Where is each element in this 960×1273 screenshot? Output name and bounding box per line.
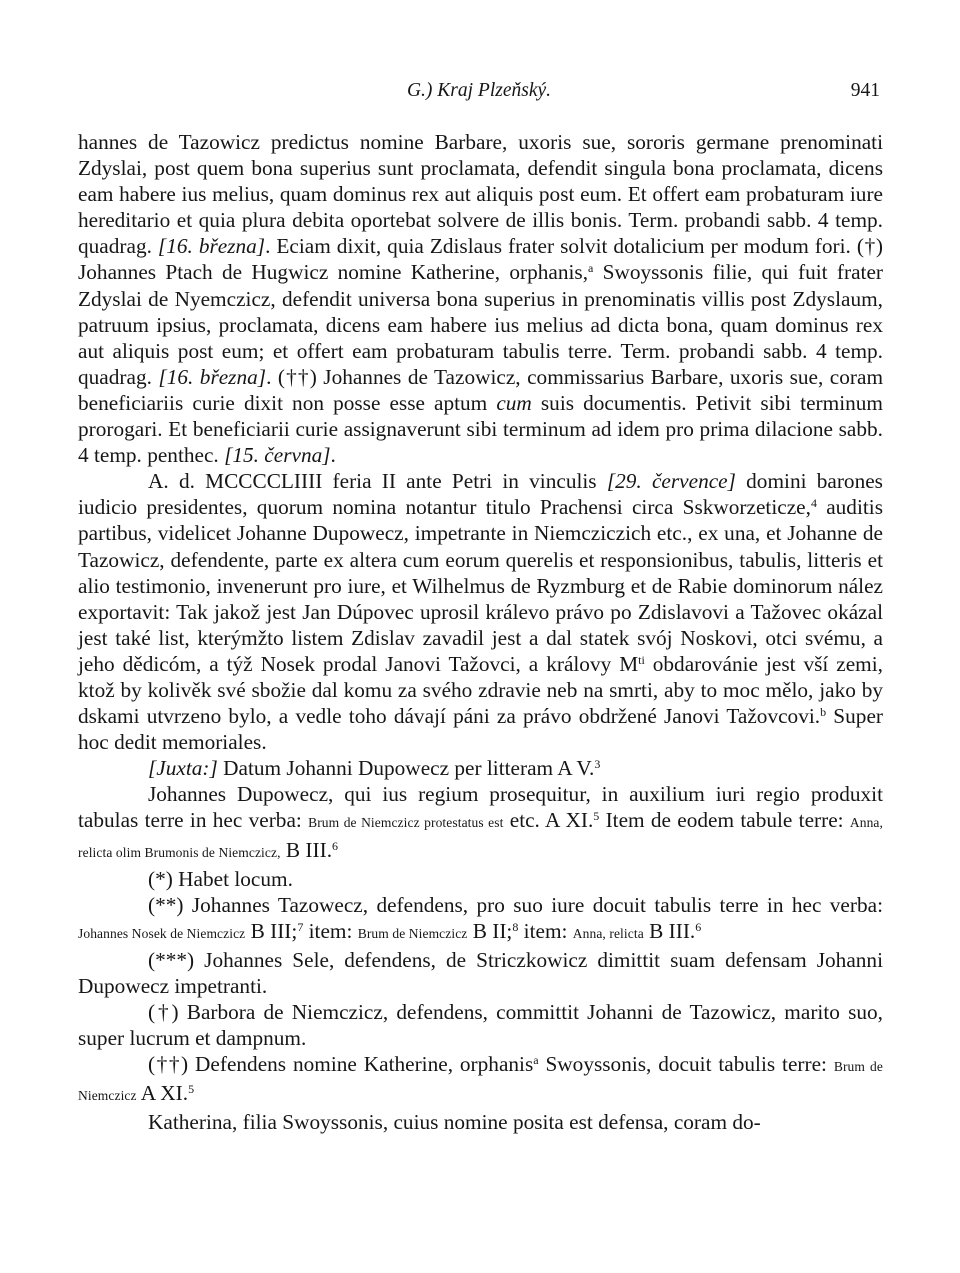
paragraph-10 <box>78 1109 883 1135</box>
paragraph-7 <box>78 947 883 999</box>
text-run: B III. <box>280 837 333 862</box>
quoted-entry: Anna, relicta olim Brumonis de Niemczicz, <box>78 815 883 860</box>
paragraph-5 <box>78 866 883 892</box>
superscript-abbrev: ti <box>638 652 645 667</box>
text-run: Swoyssonis filie, qui fuit frater Zdyslai de Nyemczicz, defendit universa bona superius in prenominatis villis post Zdyslaum, patruum ipsius, proclamata, dicens eam habere ius melius ad dicta bona, quam dominus rex aut aliquis post eum; et offert eam probaturam tabulis terre. Term. probandi sabb. 4 temp. quadrag. <box>78 260 883 389</box>
text-run: Swoyssonis, docuit tabulis terre: <box>538 1052 834 1077</box>
paragraph-2 <box>78 468 883 755</box>
text-run: item: <box>518 918 573 943</box>
quoted-entry: Anna, relicta <box>572 925 644 941</box>
text-run: . <box>330 443 336 468</box>
text-run: (††) Defendens nomine Katherine, orphanis <box>148 1052 534 1077</box>
footnote-marker: 7 <box>297 919 304 934</box>
footnote-marker: 6 <box>332 838 339 853</box>
date-annotation: [15. června] <box>224 443 331 468</box>
footnote-marker: a <box>588 261 594 276</box>
text-run: domini barones iudicio presidentes, quorum nomina notantur titulo Prachensi circa Sskworzeticze, <box>78 469 883 520</box>
text-run: auditis partibus, videlicet Johanne Dupowecz, impetrante in Niemcziczich etc., ex una, et Johanne de Tazowicz, defendente, parte ex altera cum eorum querelis et responsionibus, tabulis, litteris et alio testimonio, invenerunt pro iure, et Wilhelmus de Ryzmburg et de Rabie dominorum nález exportavit: Tak jakož jest Jan Dúpovec uprosil králevo právo po Zdislavovi a Tažovec okázal jest také list, kterýmžto listem Zdislav zavadil jest a dal statek svój Noskovi, otci svému, a jeho dědicóm, a týž Nosek prodal Janovi Tažovci, a královy M <box>78 495 883 676</box>
date-annotation: [16. března] <box>157 234 266 259</box>
running-head: G.) Kraj Plzeňský. <box>406 80 552 101</box>
text-run: Datum Johanni Dupowecz per litteram A V. <box>217 756 595 781</box>
footnote-marker: 3 <box>594 757 601 772</box>
document-body <box>78 129 883 1136</box>
text-run: hannes de Tazowicz predictus nomine Barbare, uxoris sue, sororis germane prenominati Zdyslai, post quem bona superius sunt proclamata, defendit singula bona proclamata, dicens eam habere ius melius, quam dominus rex aut aliquis post eum. Et offert eam probaturam iure hereditario et quia plura debita oportebat solvere de illis bonis. Term. probandi sabb. 4 temp. quadrag. <box>78 130 883 259</box>
page-number: 941 <box>850 80 880 101</box>
text-run: . (††) Johannes de Tazowicz, commissarius Barbare, uxoris sue, coram beneficiariis curie dixit non posse esse aptum <box>78 364 884 415</box>
text-run: (†) Barbora de Niemczicz, defendens, committit Johanni de Tazowicz, marito suo, super lucrum et dampnum. <box>78 1000 883 1051</box>
quoted-entry: Brum de Niemczicz <box>357 925 468 941</box>
juxta-annotation: [Juxta:] <box>148 756 218 781</box>
paragraph-3 <box>78 755 883 781</box>
text-run: B III. <box>643 918 696 943</box>
text-run: B II; <box>467 918 513 943</box>
text-run: Item de eodem tabule terre: <box>599 808 850 833</box>
paragraph-9 <box>78 1051 883 1109</box>
footnote-marker: 6 <box>695 919 702 934</box>
text-run: (***) Johannes Sele, defendens, de Striczkowicz dimittit suam defensam Johanni Dupowecz impetranti. <box>78 947 883 998</box>
text-run: Johannes Dupowecz, qui ius regium prosequitur, in auxilium iuri regio produxit tabulas terre in hec verba: <box>78 782 883 833</box>
date-annotation: [16. března] <box>158 364 267 389</box>
footnote-marker: 5 <box>188 1082 195 1097</box>
text-run: etc. A XI. <box>503 808 594 833</box>
text-run: (*) Habet locum. <box>148 866 293 891</box>
italic-word: cum <box>496 390 532 415</box>
footnote-marker: a <box>533 1053 539 1068</box>
quoted-entry: Brum de Niemczicz <box>78 1059 883 1104</box>
footnote-marker: 4 <box>810 496 817 511</box>
paragraph-8 <box>78 999 883 1051</box>
text-run: Super hoc dedit memoriales. <box>78 704 883 755</box>
paragraph-1 <box>78 129 883 468</box>
quoted-entry: Brum de Niemczicz protestatus est <box>308 815 504 831</box>
quoted-entry: Johannes Nosek de Niemczicz <box>78 925 246 941</box>
text-run: suis documentis. Petivit sibi terminum prorogari. Et beneficiarii curie assignaverunt sibi terminum ad idem pro prima dilacione sabb. 4 temp. penthec. <box>78 390 883 468</box>
footnote-marker: 8 <box>512 919 519 934</box>
footnote-marker: b <box>820 705 827 720</box>
paragraph-6 <box>78 892 883 947</box>
paragraph-4 <box>78 781 883 865</box>
text-run: obdarovánie jest vší zemi, ktož by kolivěk své sbožie dal komu za svého zdravie neb na smrti, aby to moc mělo, jako by dskami utvrzeno bylo, a vedle toho dávají páni za právo obdržené Janovi Tažovcovi. <box>78 651 883 729</box>
footnote-marker: 5 <box>593 809 600 824</box>
text-run: A XI. <box>136 1081 189 1106</box>
text-run: Katherina, filia Swoyssonis, cuius nomine posita est defensa, coram do- <box>148 1110 761 1135</box>
text-run: item: <box>303 918 358 943</box>
text-run: B III; <box>245 918 298 943</box>
text-run: A. d. MCCCCLIIII feria II ante Petri in vinculis <box>148 469 607 494</box>
text-run: (**) Johannes Tazowecz, defendens, pro suo iure docuit tabulis terre in hec verba: <box>148 892 883 917</box>
page-header <box>78 80 880 108</box>
date-annotation: [29. července] <box>606 469 736 494</box>
text-run: . Eciam dixit, quia Zdislaus frater solvit dotalicium per modum fori. (†) Johannes Ptach de Hugwicz nomine Katherine, orphanis, <box>78 234 884 285</box>
